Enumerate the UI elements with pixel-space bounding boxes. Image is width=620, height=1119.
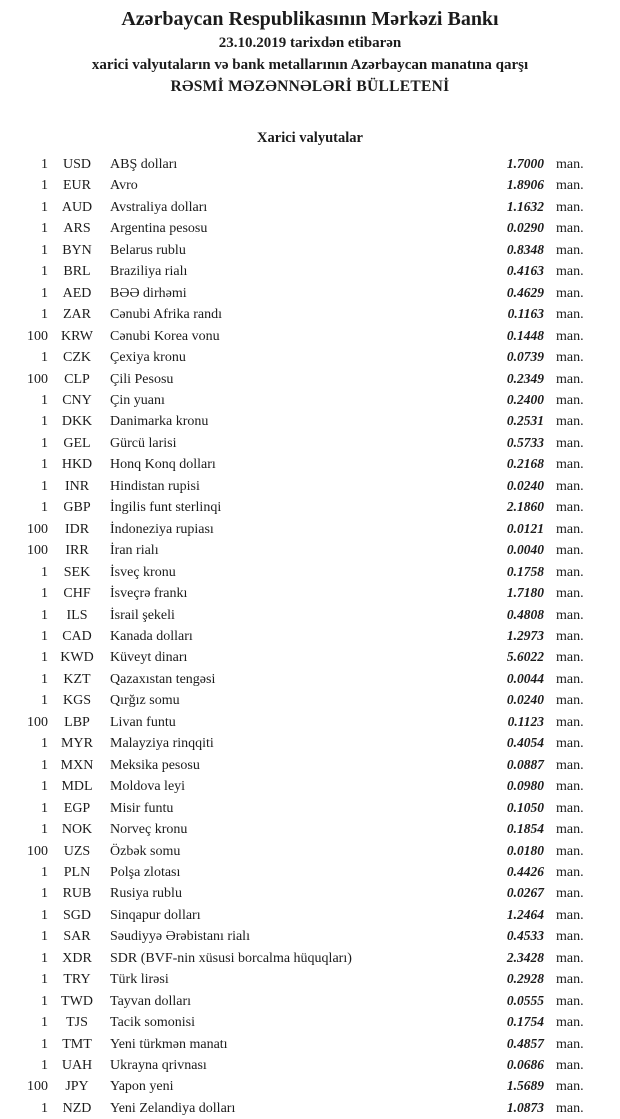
table-row (0, 1012, 620, 1033)
table-row (0, 240, 620, 261)
rate-cell: 0.0290 (506, 220, 544, 236)
currency-name-cell: Braziliya rialı (110, 264, 188, 280)
quantity-cell: 1 (41, 178, 48, 194)
unit-cell: man. (556, 371, 584, 387)
rate-cell: 0.1050 (506, 799, 544, 815)
currency-name-cell: Misir funtu (110, 800, 174, 816)
unit-cell: man. (556, 414, 584, 430)
unit-cell: man. (556, 178, 584, 194)
currency-code-cell: EGP (63, 800, 91, 816)
currency-code-cell: TMT (62, 1036, 92, 1052)
quantity-cell: 1 (41, 628, 48, 644)
rate-cell: 0.0240 (506, 477, 544, 493)
unit-cell: man. (556, 521, 584, 537)
currency-name-cell: Norveç kronu (110, 822, 188, 838)
rate-cell: 0.0980 (506, 778, 544, 794)
effective-date-line: 23.10.2019 tarixdən etibarən (218, 35, 402, 51)
currency-name-cell: Küveyt dinarı (110, 650, 188, 666)
rate-cell: 0.4857 (506, 1035, 544, 1051)
table-row (0, 819, 620, 840)
currency-name-cell: Livan funtu (110, 714, 176, 730)
quantity-cell: 1 (41, 1058, 48, 1074)
unit-cell: man. (556, 242, 584, 258)
table-row (0, 712, 620, 733)
rate-cell: 5.6022 (506, 649, 544, 665)
rate-cell: 0.0887 (506, 756, 544, 772)
currency-name-cell: Gürcü larisi (110, 435, 177, 451)
table-row (0, 304, 620, 325)
quantity-cell: 1 (41, 864, 48, 880)
rate-cell: 0.1754 (506, 1014, 544, 1030)
table-row (0, 969, 620, 990)
table-row (0, 755, 620, 776)
currency-code-cell: DKK (61, 414, 93, 430)
currency-code-cell: AUD (61, 199, 93, 215)
unit-cell: man. (556, 199, 584, 215)
quantity-cell: 1 (41, 350, 48, 366)
currency-name-cell: Polşa zlotası (110, 864, 181, 880)
rate-cell: 0.4426 (506, 863, 544, 879)
unit-cell: man. (556, 586, 584, 602)
quantity-cell: 1 (41, 414, 48, 430)
table-row (0, 476, 620, 497)
table-row (0, 411, 620, 432)
quantity-cell: 1 (41, 264, 48, 280)
table-row (0, 841, 620, 862)
quantity-cell: 100 (27, 521, 48, 537)
currency-name-cell: ABŞ dolları (110, 157, 178, 172)
table-row (0, 390, 620, 411)
table-row (0, 218, 620, 239)
rate-cell: 0.1123 (507, 713, 544, 729)
currency-code-cell: USD (62, 157, 91, 172)
rate-cell: 0.1854 (506, 821, 544, 837)
unit-cell: man. (556, 392, 584, 408)
currency-code-cell: KRW (61, 328, 93, 344)
rate-cell: 0.4808 (506, 606, 544, 622)
quantity-cell: 1 (41, 907, 48, 923)
table-row (0, 605, 620, 626)
currency-code-cell: CHF (63, 586, 91, 602)
currency-code-cell: TRY (63, 972, 91, 988)
currency-code-cell: IDR (64, 521, 90, 537)
currency-code-cell: KZT (63, 671, 91, 687)
quantity-cell: 100 (27, 543, 48, 559)
unit-cell: man. (556, 907, 584, 923)
rate-cell: 0.2349 (506, 370, 544, 386)
rate-cell: 1.2973 (506, 627, 544, 643)
bank-title: Azərbaycan Respublikasının Mərkəzi Bankı (121, 8, 499, 30)
rate-cell: 0.0555 (506, 992, 544, 1008)
unit-cell: man. (556, 736, 584, 752)
unit-cell: man. (556, 543, 584, 559)
currency-name-cell: Danimarka kronu (110, 414, 209, 430)
quantity-cell: 1 (41, 886, 48, 902)
quantity-cell: 1 (41, 586, 48, 602)
rate-cell: 0.0044 (506, 670, 544, 686)
table-row (0, 562, 620, 583)
table-row (0, 798, 620, 819)
quantity-cell: 1 (41, 929, 48, 945)
rate-cell: 0.5733 (506, 434, 544, 450)
currency-name-cell: Cənubi Afrika randı (110, 307, 222, 323)
currency-code-cell: NZD (62, 1100, 92, 1116)
table-row (0, 497, 620, 518)
unit-cell: man. (556, 864, 584, 880)
unit-cell: man. (556, 714, 584, 730)
currency-name-cell: Qazaxıstan tengəsi (110, 671, 216, 687)
rate-cell: 0.0121 (506, 520, 544, 536)
currency-name-cell: Yeni türkmən manatı (110, 1036, 228, 1052)
unit-cell: man. (556, 929, 584, 945)
quantity-cell: 1 (41, 457, 48, 473)
currency-code-cell: SEK (63, 564, 91, 580)
currency-name-cell: Kanada dolları (110, 628, 193, 644)
unit-cell: man. (556, 1079, 584, 1095)
table-row (0, 776, 620, 797)
unit-cell: man. (556, 950, 584, 966)
currency-name-cell: Honq Konq dolları (110, 457, 216, 473)
currency-code-cell: AED (62, 285, 92, 301)
currency-code-cell: MDL (61, 779, 93, 795)
unit-cell: man. (556, 264, 584, 280)
table-row (0, 283, 620, 304)
unit-cell: man. (556, 972, 584, 988)
quantity-cell: 1 (41, 822, 48, 838)
currency-name-cell: Çili Pesosu (110, 371, 174, 387)
table-row (0, 175, 620, 196)
table-row (0, 733, 620, 754)
quantity-cell: 1 (41, 392, 48, 408)
currency-name-cell: Özbək somu (110, 843, 181, 859)
quantity-cell: 1 (41, 1015, 48, 1031)
unit-cell: man. (556, 822, 584, 838)
currency-name-cell: Avstraliya dolları (110, 199, 208, 215)
rate-cell: 1.2464 (506, 906, 544, 922)
rate-cell: 0.2168 (506, 456, 544, 472)
rate-cell: 1.5689 (506, 1078, 544, 1094)
quantity-cell: 1 (41, 157, 48, 172)
unit-cell: man. (556, 1015, 584, 1031)
currency-name-cell: İngilis funt sterlinqi (110, 500, 222, 516)
quantity-cell: 1 (41, 500, 48, 516)
currency-name-cell: İsveç kronu (110, 564, 176, 580)
unit-cell: man. (556, 457, 584, 473)
rate-cell: 0.4533 (506, 928, 544, 944)
unit-cell: man. (556, 993, 584, 1009)
table-row (0, 261, 620, 282)
currency-code-cell: BRL (63, 264, 91, 280)
table-row (0, 647, 620, 668)
table-row (0, 197, 620, 218)
currency-name-cell: Qırğız somu (110, 693, 180, 709)
currency-code-cell: JPY (65, 1079, 89, 1095)
currency-code-cell: HKD (61, 457, 93, 473)
unit-cell: man. (556, 478, 584, 494)
unit-cell: man. (556, 607, 584, 623)
currency-code-cell: KWD (60, 650, 94, 666)
rate-cell: 0.1163 (507, 306, 544, 322)
currency-code-cell: LBP (64, 714, 90, 730)
currency-name-cell: Malayziya rinqqiti (110, 736, 214, 752)
currency-code-cell: UZS (63, 843, 91, 859)
unit-cell: man. (556, 650, 584, 666)
quantity-cell: 1 (41, 757, 48, 773)
rate-cell: 1.7000 (506, 156, 544, 171)
unit-cell: man. (556, 693, 584, 709)
quantity-cell: 1 (41, 779, 48, 795)
currency-code-cell: IRR (65, 543, 89, 559)
currency-code-cell: SAR (63, 929, 91, 945)
rate-cell: 0.4629 (506, 284, 544, 300)
quantity-cell: 1 (41, 1036, 48, 1052)
currency-name-cell: Yapon yeni (110, 1079, 174, 1095)
currency-name-cell: Moldova leyi (110, 779, 186, 795)
currency-name-cell: Ukrayna qrivnası (110, 1058, 207, 1074)
currency-name-cell: Avro (110, 178, 138, 194)
quantity-cell: 1 (41, 800, 48, 816)
currency-code-cell: CZK (63, 350, 91, 366)
table-row (0, 519, 620, 540)
currency-name-cell: Türk lirəsi (110, 972, 169, 988)
rate-cell: 0.2400 (506, 391, 544, 407)
rate-cell: 0.0686 (506, 1057, 544, 1073)
quantity-cell: 1 (41, 564, 48, 580)
unit-cell: man. (556, 757, 584, 773)
unit-cell: man. (556, 1058, 584, 1074)
quantity-cell: 1 (41, 221, 48, 237)
currency-code-cell: GBP (63, 500, 91, 516)
unit-cell: man. (556, 564, 584, 580)
quantity-cell: 1 (41, 972, 48, 988)
table-row (0, 948, 620, 969)
currency-code-cell: MYR (61, 736, 93, 752)
quantity-cell: 1 (41, 478, 48, 494)
quantity-cell: 1 (41, 242, 48, 258)
currency-name-cell: Belarus rublu (110, 242, 186, 258)
currency-name-cell: İran rialı (110, 543, 159, 559)
quantity-cell: 100 (27, 328, 48, 344)
subject-line: xarici valyutaların və bank metallarının Azərbaycan manatına qarşı (91, 57, 529, 73)
section-title-foreign-currencies: Xarici valyutalar (257, 130, 363, 146)
table-row (0, 862, 620, 883)
table-row (0, 690, 620, 711)
unit-cell: man. (556, 1036, 584, 1052)
currency-name-cell: Yeni Zelandiya dolları (110, 1100, 236, 1116)
table-row (0, 583, 620, 604)
currency-name-cell: Çexiya kronu (110, 350, 186, 366)
rate-cell: 0.8348 (506, 241, 544, 257)
rate-cell: 0.2928 (506, 971, 544, 987)
table-row (0, 669, 620, 690)
quantity-cell: 1 (41, 650, 48, 666)
currency-code-cell: TJS (66, 1015, 88, 1031)
currency-name-cell: Səudiyyə Ərəbistanı rialı (110, 929, 250, 945)
rate-cell: 1.0873 (506, 1099, 544, 1115)
table-row (0, 1076, 620, 1097)
bulletin-header (0, 0, 620, 98)
quantity-cell: 1 (41, 607, 48, 623)
quantity-cell: 1 (41, 950, 48, 966)
quantity-cell: 1 (41, 307, 48, 323)
currency-name-cell: Tacik somonisi (110, 1015, 195, 1031)
unit-cell: man. (556, 350, 584, 366)
rate-cell: 0.0040 (506, 542, 544, 558)
currency-name-cell: Cənubi Korea vonu (110, 328, 220, 344)
currency-code-cell: ZAR (63, 307, 91, 323)
rate-cell: 0.0180 (506, 842, 544, 858)
rate-cell: 2.1860 (506, 499, 544, 515)
unit-cell: man. (556, 221, 584, 237)
quantity-cell: 1 (41, 736, 48, 752)
unit-cell: man. (556, 328, 584, 344)
rate-cell: 1.8906 (506, 177, 544, 193)
table-row (0, 1055, 620, 1076)
table-row (0, 926, 620, 947)
currency-code-cell: BYN (62, 242, 92, 258)
quantity-cell: 100 (27, 714, 48, 730)
table-row (0, 905, 620, 926)
currency-name-cell: Hindistan rupisi (110, 478, 200, 494)
table-row (0, 883, 620, 904)
rate-cell: 0.0267 (506, 885, 544, 901)
table-row (0, 433, 620, 454)
currency-name-cell: Meksika pesosu (110, 757, 200, 773)
currency-code-cell: PLN (63, 864, 91, 880)
quantity-cell: 100 (27, 371, 48, 387)
unit-cell: man. (556, 500, 584, 516)
currency-code-cell: GEL (63, 435, 91, 451)
currency-name-cell: Argentina pesosu (110, 221, 208, 237)
rate-cell: 0.1758 (506, 563, 544, 579)
currency-code-cell: UAH (61, 1058, 93, 1074)
quantity-cell: 100 (27, 843, 48, 859)
quantity-cell: 1 (41, 285, 48, 301)
currency-code-cell: CAD (62, 628, 92, 644)
table-row (0, 626, 620, 647)
rate-cell: 0.0739 (506, 349, 544, 365)
currency-code-cell: TWD (61, 993, 93, 1009)
currency-name-cell: İsveçrə frankı (110, 586, 188, 602)
currency-code-cell: XDR (62, 950, 92, 966)
bulletin-title: RƏSMİ MƏZƏNNƏLƏRİ BÜLLETENİ (170, 78, 450, 95)
unit-cell: man. (556, 1100, 584, 1116)
unit-cell: man. (556, 157, 584, 172)
currency-name-cell: BƏƏ dirhəmi (110, 285, 187, 301)
currency-name-cell: SDR (BVF-nin xüsusi borcalma hüquqları) (110, 950, 352, 966)
currency-name-cell: Tayvan dolları (110, 993, 192, 1009)
rate-cell: 1.1632 (506, 198, 544, 214)
exchange-rates-table (0, 154, 620, 1119)
table-row (0, 540, 620, 561)
rate-cell: 0.1448 (506, 327, 544, 343)
rate-cell: 1.7180 (506, 585, 544, 601)
rate-cell: 0.4163 (506, 263, 544, 279)
unit-cell: man. (556, 779, 584, 795)
rate-cell: 2.3428 (506, 949, 544, 965)
quantity-cell: 1 (41, 435, 48, 451)
quantity-cell: 1 (41, 993, 48, 1009)
unit-cell: man. (556, 671, 584, 687)
table-row (0, 326, 620, 347)
unit-cell: man. (556, 800, 584, 816)
table-row (0, 1034, 620, 1055)
currency-code-cell: ILS (66, 607, 88, 623)
rate-cell: 0.0240 (506, 692, 544, 708)
table-row (0, 1098, 620, 1119)
currency-code-cell: MXN (60, 757, 94, 773)
rate-cell: 0.4054 (506, 735, 544, 751)
quantity-cell: 1 (41, 199, 48, 215)
table-row (0, 991, 620, 1012)
currency-code-cell: EUR (63, 178, 91, 194)
rate-cell: 0.2531 (506, 413, 544, 429)
currency-code-cell: CNY (62, 392, 92, 408)
quantity-cell: 1 (41, 1100, 48, 1116)
currency-name-cell: Rusiya rublu (110, 886, 182, 902)
unit-cell: man. (556, 435, 584, 451)
table-row (0, 369, 620, 390)
table-row (0, 454, 620, 475)
unit-cell: man. (556, 886, 584, 902)
unit-cell: man. (556, 285, 584, 301)
currency-name-cell: Sinqapur dolları (110, 907, 201, 923)
currency-name-cell: İndoneziya rupiası (110, 521, 214, 537)
currency-code-cell: RUB (62, 886, 92, 902)
currency-code-cell: INR (64, 478, 90, 494)
currency-code-cell: KGS (62, 693, 91, 709)
unit-cell: man. (556, 628, 584, 644)
currency-code-cell: ARS (63, 221, 91, 237)
unit-cell: man. (556, 843, 584, 859)
quantity-cell: 100 (27, 1079, 48, 1095)
quantity-cell: 1 (41, 671, 48, 687)
unit-cell: man. (556, 307, 584, 323)
table-row (0, 347, 620, 368)
currency-name-cell: İsrail şekeli (110, 607, 175, 623)
currency-code-cell: NOK (61, 822, 93, 838)
currency-code-cell: SGD (62, 907, 91, 923)
currency-code-cell: CLP (64, 371, 90, 387)
quantity-cell: 1 (41, 693, 48, 709)
currency-name-cell: Çin yuanı (110, 392, 165, 408)
table-row (0, 154, 620, 175)
